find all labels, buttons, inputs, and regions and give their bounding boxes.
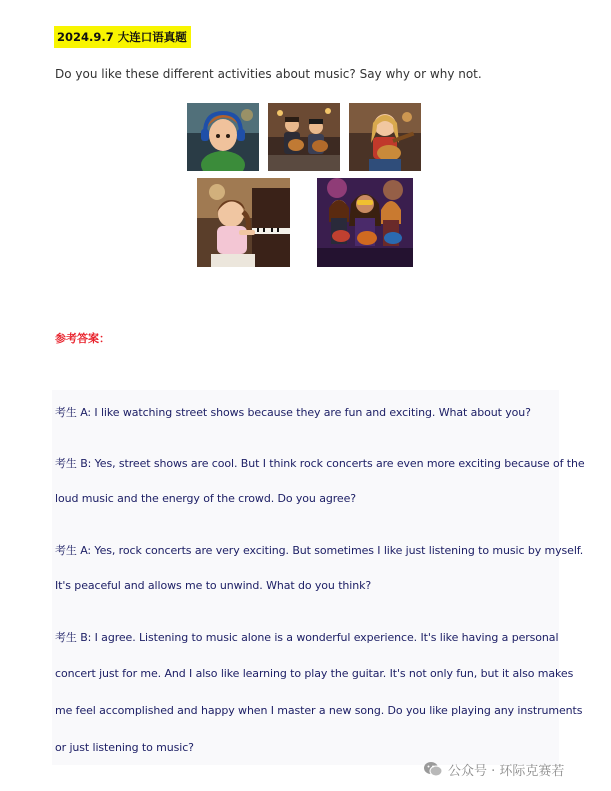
wechat-icon xyxy=(423,761,443,777)
page-title: 2024.9.7 大连口语真题 xyxy=(54,26,191,48)
dialogue-line: or just listening to music? xyxy=(55,741,194,754)
dialogue-line: 考生 A: I like watching street shows because they are fun and exciting. What about you? xyxy=(55,406,531,419)
watermark-text: 公众号 · 环际克赛若 xyxy=(448,763,565,779)
dialogue-line: concert just for me. And I also like learning to play the guitar. It's not only fun, but it also makes xyxy=(55,667,574,680)
dialogue-line: loud music and the energy of the crowd. Do you agree? xyxy=(55,492,356,505)
dialogue-line: 考生 A: Yes, rock concerts are very exciting. But sometimes I like just listening to music by myself. xyxy=(55,544,584,557)
headphones-boy-image xyxy=(187,103,259,171)
question-text: Do you like these different activities about music? Say why or why not. xyxy=(55,67,482,81)
dialogue-line: It's peaceful and allows me to unwind. What do you think? xyxy=(55,579,372,592)
piano-girl-image xyxy=(197,178,290,267)
answer-heading: 参考答案： xyxy=(55,332,110,345)
guitar-girl-image xyxy=(349,103,421,171)
street-guitar-image xyxy=(268,103,340,171)
dialogue-line: 考生 B: Yes, street shows are cool. But I think rock concerts are even more exciting because of the xyxy=(55,457,585,470)
dialogue-line: 考生 B: I agree. Listening to music alone is a wonderful experience. It's like having a personal xyxy=(55,631,559,644)
rock-band-image xyxy=(317,178,413,267)
dialogue-line: me feel accomplished and happy when I master a new song. Do you like playing any instruments xyxy=(55,704,583,717)
watermark xyxy=(423,758,564,780)
